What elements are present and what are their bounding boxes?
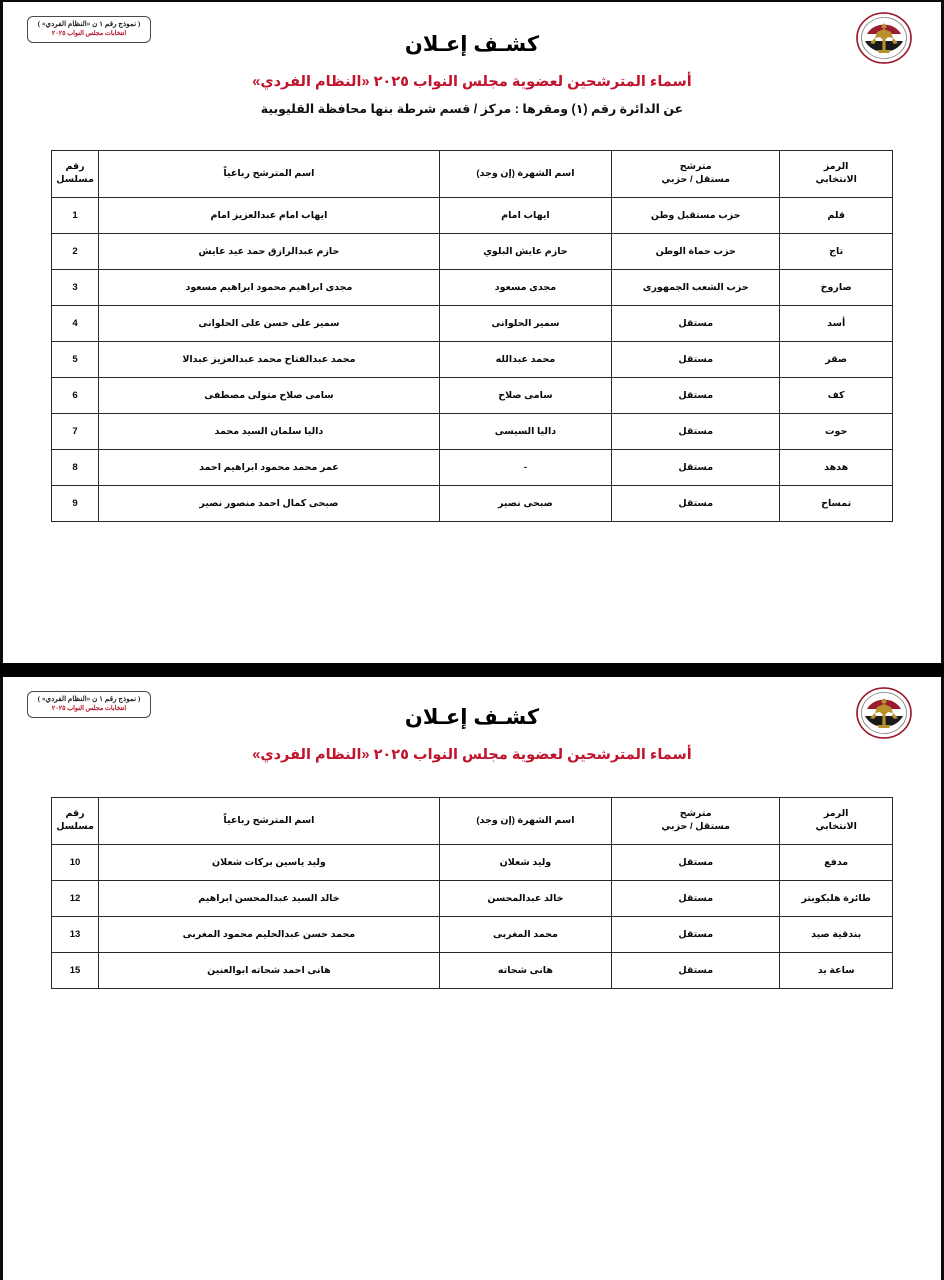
cell-known-name: وليد شعلان [439,845,611,881]
column-header-full-name: اسم المترشح رباعياً [99,798,440,845]
cell-party: مستقل [612,342,780,378]
table-row [52,486,893,522]
cell-serial: 5 [52,342,99,378]
table-row [52,845,893,881]
column-header-known-name: اسم الشهرة (إن وجد) [439,798,611,845]
cell-full-name: عمر محمد محمود ابراهيم احمد [99,450,440,486]
form-badge-line-2: انتخابات مجلس النواب ٢٠٢٥ [51,30,127,37]
cell-party: مستقل [612,845,780,881]
cell-party: مستقل [612,378,780,414]
column-header-serial-line-2: مسلسل [56,174,94,185]
column-header-party [612,798,780,845]
candidates-table-wrapper-page-2 [51,797,893,989]
cell-known-name: حازم عايش البلوي [439,234,611,270]
cell-symbol: صقر [780,342,893,378]
cell-full-name: هانى احمد شحاته ابوالعنين [99,953,440,989]
table-row [52,342,893,378]
candidates-table-body-page-2 [52,845,893,989]
page-1-titles [3,32,941,116]
page-title: كشـف إعـلان [404,706,540,729]
cell-serial: 12 [52,881,99,917]
column-header-party-line-2: مستقل / حزبي [661,821,731,832]
cell-party: مستقل [612,881,780,917]
column-header-party-line-2: مستقل / حزبي [661,174,731,185]
column-header-symbol [780,151,893,198]
column-header-serial-line-1: رقم [65,161,85,173]
cell-known-name: سمير الحلوانى [439,306,611,342]
document-page-2 [0,677,944,1280]
cell-symbol: بندقية صيد [780,917,893,953]
cell-full-name: ايهاب امام عبدالعزيز امام [99,198,440,234]
cell-full-name: محمد عبدالفتاح محمد عبدالعزيز عبدالا [99,342,440,378]
cell-known-name: محمد المغربى [439,917,611,953]
cell-known-name: هانى شحاته [439,953,611,989]
table-row [52,917,893,953]
cell-full-name: داليا سلمان السيد محمد [99,414,440,450]
cell-known-name: - [439,450,611,486]
page-title: كشـف إعـلان [404,33,540,56]
cell-symbol: تاج [780,234,893,270]
table-header-row [52,798,893,845]
cell-party: حزب مستقبل وطن [612,198,780,234]
cell-serial: 2 [52,234,99,270]
table-row [52,306,893,342]
form-badge-line-2: انتخابات مجلس النواب ٢٠٢٥ [51,705,127,712]
column-header-serial [52,798,99,845]
cell-serial: 7 [52,414,99,450]
column-header-serial-line-2: مسلسل [56,821,94,832]
cell-known-name: سامى صلاح [439,378,611,414]
table-header-row [52,151,893,198]
cell-known-name: ايهاب امام [439,198,611,234]
cell-symbol: صاروخ [780,270,893,306]
cell-serial: 6 [52,378,99,414]
candidates-table-body-page-1 [52,198,893,522]
cell-serial: 13 [52,917,99,953]
candidates-table-page-2 [51,797,893,989]
cell-symbol: مدفع [780,845,893,881]
cell-symbol: حوت [780,414,893,450]
cell-symbol: أسد [780,306,893,342]
cell-full-name: حازم عبدالرازق حمد عيد عايش [99,234,440,270]
cell-party: مستقل [612,450,780,486]
cell-known-name: محمد عبدالله [439,342,611,378]
column-header-party-line-1: مترشح [679,161,712,173]
cell-party: حزب حماة الوطن [612,234,780,270]
cell-party: مستقل [612,917,780,953]
table-row [52,378,893,414]
cell-party: مستقل [612,306,780,342]
cell-full-name: محمد حسن عبدالحليم محمود المغربى [99,917,440,953]
page-separator [0,663,944,677]
cell-symbol: هدهد [780,450,893,486]
cell-serial: 4 [52,306,99,342]
cell-known-name: داليا السيسى [439,414,611,450]
cell-known-name: مجدى مسعود [439,270,611,306]
column-header-known-name: اسم الشهرة (إن وجد) [439,151,611,198]
column-header-full-name: اسم المترشح رباعياً [99,151,440,198]
table-row [52,234,893,270]
cell-serial: 9 [52,486,99,522]
cell-symbol: كف [780,378,893,414]
table-row [52,881,893,917]
candidates-table-page-1 [51,150,893,522]
cell-symbol: طائرة هليكوبتر [780,881,893,917]
table-row [52,414,893,450]
cell-known-name: خالد عبدالمحسن [439,881,611,917]
column-header-symbol-line-2: الانتخابي [815,821,857,832]
table-row [52,953,893,989]
district-line: عن الدائرة رقم (١) ومقرها : مركز / قسم شرطة بنها محافظة القليوبية [260,102,684,117]
cell-serial: 15 [52,953,99,989]
form-badge-line-1: ( نموذج رقم ١ ن «النظام الفردي» ) [37,695,141,703]
cell-full-name: مجدى ابراهيم محمود ابراهيم مسعود [99,270,440,306]
column-header-symbol-line-2: الانتخابي [815,174,857,185]
cell-full-name: سمير على حسن على الحلوانى [99,306,440,342]
page-subtitle: أسماء المترشحين لعضوية مجلس النواب ٢٠٢٥ «النظام الفردي» [252,74,692,91]
cell-symbol: ساعة يد [780,953,893,989]
cell-symbol: تمساح [780,486,893,522]
cell-serial: 8 [52,450,99,486]
form-badge-line-1: ( نموذج رقم ١ ن «النظام الفردي» ) [37,20,141,28]
page-subtitle: أسماء المترشحين لعضوية مجلس النواب ٢٠٢٥ «النظام الفردي» [252,747,692,764]
cell-symbol: قلم [780,198,893,234]
cell-party: مستقل [612,953,780,989]
cell-full-name: صبحى كمال احمد منصور نصير [99,486,440,522]
column-header-party [612,151,780,198]
column-header-symbol-line-1: الرمز [823,161,849,173]
column-header-serial [52,151,99,198]
page-2-titles [3,705,941,765]
table-row [52,450,893,486]
candidates-table-wrapper-page-1 [51,150,893,522]
cell-full-name: وليد ياسين بركات شعلان [99,845,440,881]
cell-full-name: خالد السيد عبدالمحسن ابراهيم [99,881,440,917]
cell-serial: 3 [52,270,99,306]
cell-party: مستقل [612,414,780,450]
cell-serial: 1 [52,198,99,234]
cell-serial: 10 [52,845,99,881]
column-header-symbol [780,798,893,845]
table-row [52,270,893,306]
cell-known-name: صبحى نصير [439,486,611,522]
column-header-symbol-line-1: الرمز [823,808,849,820]
cell-party: حزب الشعب الجمهورى [612,270,780,306]
cell-party: مستقل [612,486,780,522]
cell-full-name: سامى صلاح متولى مصطفى [99,378,440,414]
column-header-party-line-1: مترشح [679,808,712,820]
table-row [52,198,893,234]
column-header-serial-line-1: رقم [65,808,85,820]
